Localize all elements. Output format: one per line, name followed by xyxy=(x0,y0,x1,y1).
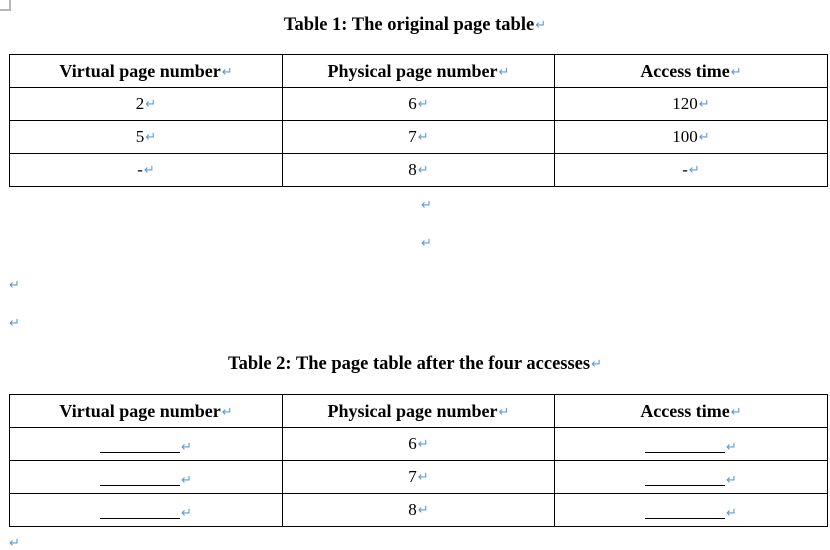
fill-in-blank[interactable] xyxy=(645,498,725,519)
cell-mark-icon: ↵ xyxy=(498,403,510,419)
cell-mark-icon: ↵ xyxy=(730,63,742,79)
paragraph-mark-icon: ↵ xyxy=(421,235,432,250)
table1-caption: Table 1: The original page table↵ xyxy=(283,15,547,35)
table2-cell-ppn[interactable]: 8↵ xyxy=(283,494,555,527)
cell-mark-icon: ↵ xyxy=(181,504,192,520)
cell-mark-icon: ↵ xyxy=(145,129,157,144)
table1-cell-time[interactable]: 100↵ xyxy=(555,121,828,154)
table-row xyxy=(10,154,828,187)
table2-cell-ppn[interactable]: 6↵ xyxy=(283,428,555,461)
table-row xyxy=(10,461,828,494)
table1-header-row xyxy=(10,55,828,88)
cell-mark-icon: ↵ xyxy=(145,96,157,111)
table2-cell-ppn[interactable]: 7↵ xyxy=(283,461,555,494)
paragraph-mark-icon: ↵ xyxy=(9,277,20,292)
fill-in-blank[interactable] xyxy=(645,465,725,486)
table-row xyxy=(10,88,828,121)
fill-in-blank[interactable] xyxy=(645,432,725,453)
cell-mark-icon: ↵ xyxy=(726,471,737,487)
table1-cell-ppn[interactable]: 6↵ xyxy=(283,88,555,121)
table1-cell-vpn[interactable]: 5↵ xyxy=(10,121,283,154)
cell-mark-icon: ↵ xyxy=(417,129,429,144)
table2-blank-time[interactable] xyxy=(555,494,828,527)
cell-mark-icon: ↵ xyxy=(417,436,429,451)
table2-header-row xyxy=(10,395,828,428)
table2-blank-vpn[interactable] xyxy=(10,494,283,527)
table1-cell-time[interactable]: 120↵ xyxy=(555,88,828,121)
cell-mark-icon: ↵ xyxy=(417,502,429,517)
page-corner-mark xyxy=(0,0,11,11)
table1-header-physical-page[interactable]: Physical page number↵ xyxy=(283,55,555,88)
cell-mark-icon: ↵ xyxy=(221,403,233,419)
fill-in-blank[interactable] xyxy=(100,432,180,453)
table2-header-virtual-page[interactable]: Virtual page number↵ xyxy=(10,395,283,428)
paragraph-mark-icon: ↵ xyxy=(9,315,20,330)
fill-in-blank[interactable] xyxy=(100,498,180,519)
cell-mark-icon: ↵ xyxy=(221,63,233,79)
table1-cell-vpn[interactable]: -↵ xyxy=(10,154,283,187)
table1-cell-time[interactable]: -↵ xyxy=(555,154,828,187)
cell-mark-icon: ↵ xyxy=(417,469,429,484)
table1-cell-ppn[interactable]: 8↵ xyxy=(283,154,555,187)
table-row xyxy=(10,494,828,527)
paragraph-mark-icon: ↵ xyxy=(9,535,20,550)
table2-blank-time[interactable] xyxy=(555,428,828,461)
cell-mark-icon: ↵ xyxy=(698,129,710,144)
cell-mark-icon: ↵ xyxy=(726,504,737,520)
cell-mark-icon: ↵ xyxy=(698,96,710,111)
table1-header-access-time[interactable]: Access time↵ xyxy=(555,55,828,88)
cell-mark-icon: ↵ xyxy=(730,403,742,419)
table1-header-virtual-page[interactable]: Virtual page number↵ xyxy=(10,55,283,88)
table2 xyxy=(9,394,828,527)
table-row xyxy=(10,428,828,461)
table2-header-access-time[interactable]: Access time↵ xyxy=(555,395,828,428)
paragraph-mark-icon: ↵ xyxy=(535,17,547,32)
table2-caption: Table 2: The page table after the four accesses↵ xyxy=(228,354,602,374)
table2-header-physical-page[interactable]: Physical page number↵ xyxy=(283,395,555,428)
cell-mark-icon: ↵ xyxy=(498,63,510,79)
table1-cell-ppn[interactable]: 7↵ xyxy=(283,121,555,154)
table2-blank-time[interactable] xyxy=(555,461,828,494)
paragraph-mark-icon: ↵ xyxy=(591,356,602,371)
table1 xyxy=(9,54,828,187)
table-row xyxy=(10,121,828,154)
cell-mark-icon: ↵ xyxy=(143,162,155,177)
fill-in-blank[interactable] xyxy=(100,465,180,486)
table1-cell-vpn[interactable]: 2↵ xyxy=(10,88,283,121)
cell-mark-icon: ↵ xyxy=(181,471,192,487)
cell-mark-icon: ↵ xyxy=(726,438,737,454)
table2-blank-vpn[interactable] xyxy=(10,428,283,461)
cell-mark-icon: ↵ xyxy=(688,162,700,177)
cell-mark-icon: ↵ xyxy=(417,162,429,177)
cell-mark-icon: ↵ xyxy=(417,96,429,111)
cell-mark-icon: ↵ xyxy=(181,438,192,454)
paragraph-mark-icon: ↵ xyxy=(421,197,432,212)
table2-blank-vpn[interactable] xyxy=(10,461,283,494)
